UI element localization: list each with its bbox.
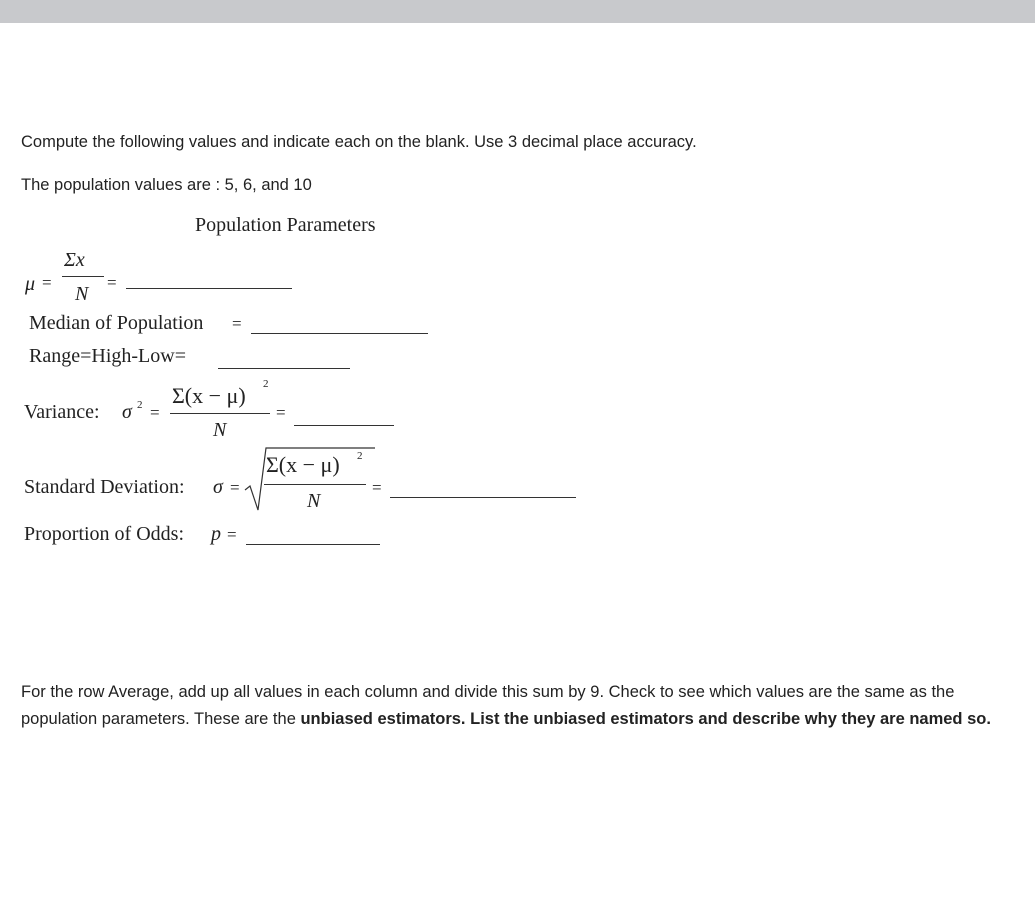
- std-dev-symbol: σ: [213, 476, 223, 498]
- variance-symbol: σ: [122, 401, 132, 423]
- mean-equals: =: [42, 273, 52, 292]
- footer-bold-1: unbiased estimators.: [300, 710, 466, 728]
- footer-bold-2: List the unbiased estimators and describe why they are named so.: [470, 710, 991, 728]
- median-label: Median of Population: [29, 312, 204, 334]
- range-label: Range=High-Low=: [29, 345, 186, 367]
- std-dev-numerator: Σ(x − μ): [266, 452, 340, 477]
- mean-answer-blank[interactable]: [126, 288, 292, 289]
- footer-text-1: For the row Average, add up all values in each column and divide this sum by 9. Check to see which values are the same as the population parameters. These are the: [21, 683, 955, 728]
- instruction-line-1: Compute the following values and indicate each on the blank. Use 3 decimal place accuracy.: [21, 133, 697, 151]
- footer-paragraph: [21, 679, 1021, 733]
- median-equals: =: [232, 314, 242, 333]
- variance-numerator: Σ(x − μ): [172, 383, 246, 408]
- section-title: Population Parameters: [195, 214, 376, 236]
- std-dev-fraction-bar: [264, 484, 366, 485]
- proportion-equals: =: [227, 525, 237, 544]
- variance-fraction-bar: [170, 413, 270, 414]
- proportion-label: Proportion of Odds:: [24, 523, 184, 545]
- variance-equals-2: =: [276, 403, 286, 422]
- mean-fraction-bar: [62, 276, 104, 277]
- variance-numerator-exponent: 2: [263, 378, 269, 390]
- proportion-symbol: p: [211, 523, 221, 545]
- mean-denominator: N: [75, 283, 89, 305]
- std-dev-label: Standard Deviation:: [24, 476, 185, 498]
- std-dev-denominator: N: [307, 490, 321, 512]
- instruction-line-2: The population values are : 5, 6, and 10: [21, 176, 312, 194]
- variance-equals: =: [150, 403, 160, 422]
- variance-denominator: N: [213, 419, 227, 441]
- std-dev-numerator-exponent: 2: [357, 450, 363, 462]
- mean-numerator: Σx: [64, 249, 85, 271]
- std-dev-equals: =: [230, 478, 240, 497]
- range-answer-blank[interactable]: [218, 368, 350, 369]
- variance-exponent: 2: [137, 399, 143, 411]
- variance-label: Variance:: [24, 401, 100, 423]
- proportion-answer-blank[interactable]: [246, 544, 380, 545]
- mean-symbol: μ: [25, 273, 36, 295]
- mean-equals-2: =: [107, 273, 117, 292]
- std-dev-equals-2: =: [372, 478, 382, 497]
- top-bar: [0, 0, 1035, 23]
- median-answer-blank[interactable]: [251, 333, 428, 334]
- std-dev-answer-blank[interactable]: [390, 497, 576, 498]
- variance-answer-blank[interactable]: [294, 425, 394, 426]
